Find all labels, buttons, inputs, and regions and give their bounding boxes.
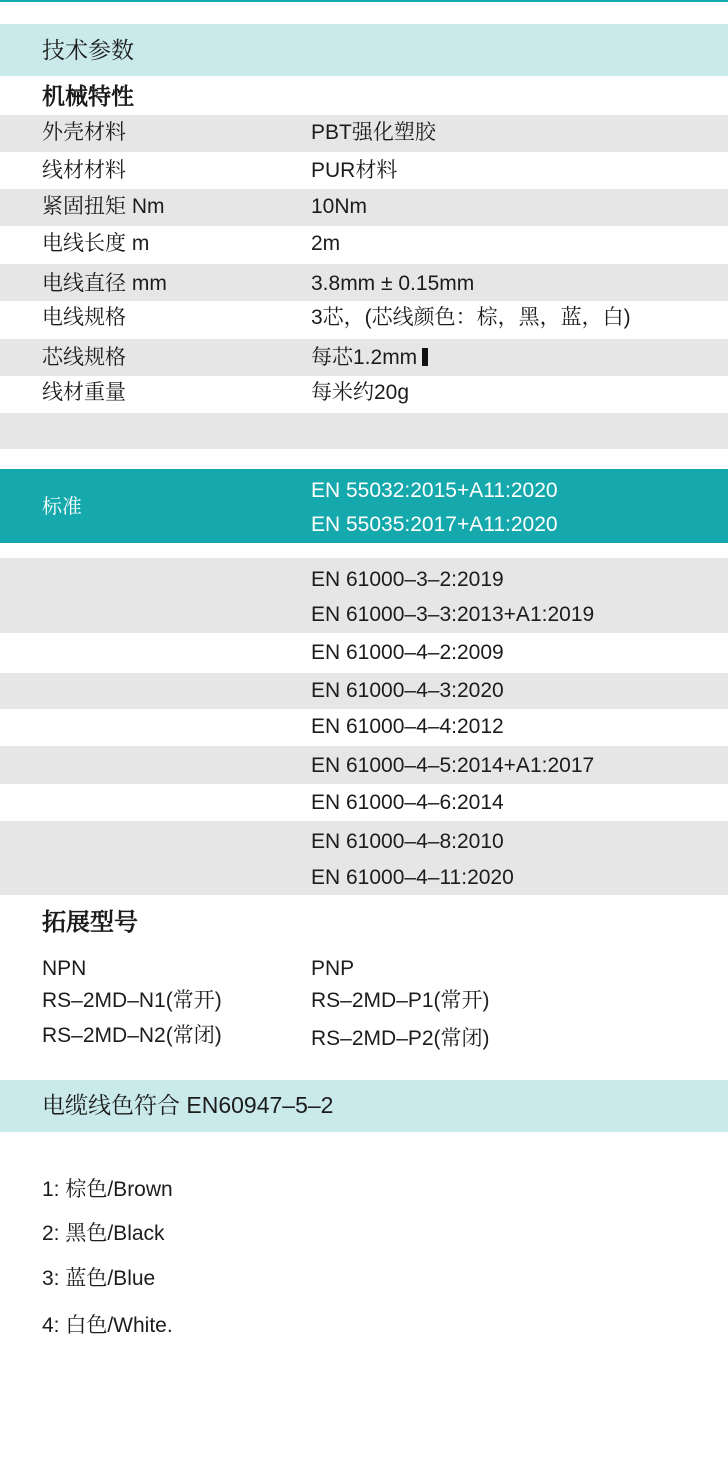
top-divider-line <box>0 0 728 2</box>
standard-item: EN 61000–4–6:2014 <box>311 791 504 814</box>
mech-section-title: 机械特性 <box>42 83 134 109</box>
pnp-heading: PNP <box>311 957 355 980</box>
standards-row <box>0 633 728 673</box>
param-label: 线材重量 <box>42 381 126 404</box>
param-label: 电线规格 <box>42 306 126 329</box>
table-row <box>0 301 728 339</box>
param-value: PUR材料 <box>311 159 398 182</box>
standard-item: EN 55035:2017+A11:2020 <box>311 513 558 536</box>
tech-params-title: 技术参数 <box>42 37 134 63</box>
standard-item: EN 55032:2015+A11:2020 <box>311 479 558 502</box>
table-row <box>0 189 728 226</box>
param-value: 每芯1.2mm <box>311 346 418 369</box>
standard-item: EN 61000–3–3:2013+A1:2019 <box>311 603 595 626</box>
param-value-wrap <box>311 346 428 370</box>
table-row <box>0 376 728 413</box>
standard-item: EN 61000–3–2:2019 <box>311 568 504 591</box>
tech-params-header <box>0 24 728 76</box>
param-label: 外壳材料 <box>42 121 126 144</box>
standard-item: EN 61000–4–5:2014+A1:2017 <box>311 754 595 777</box>
param-value: 2m <box>311 232 341 255</box>
param-label: 芯线规格 <box>42 346 126 369</box>
table-row <box>0 115 728 152</box>
standard-item: EN 61000–4–8:2010 <box>311 830 504 853</box>
model-item: RS–2MD–N2(常闭) <box>42 1024 222 1047</box>
standards-row <box>0 558 728 633</box>
cable-color-item: 3: 蓝色/Blue <box>42 1267 156 1290</box>
param-value: PBT强化塑胶 <box>311 121 436 144</box>
table-row <box>0 152 728 189</box>
cable-colors-title: 电缆线色符合 EN60947–5–2 <box>42 1092 334 1118</box>
standards-label: 标准 <box>42 496 82 518</box>
model-item: RS–2MD–P2(常闭) <box>311 1027 490 1050</box>
standards-row <box>0 673 728 709</box>
param-value: 每米约20g <box>311 381 410 404</box>
cursor-bar-icon <box>422 348 428 366</box>
standards-row <box>0 709 728 746</box>
standards-header <box>0 469 728 543</box>
standard-item: EN 61000–4–11:2020 <box>311 866 514 889</box>
standards-row <box>0 784 728 821</box>
models-title: 拓展型号 <box>42 909 138 936</box>
npn-heading: NPN <box>42 957 87 980</box>
param-value: 3芯，(芯线颜色：棕，黑，蓝，白) <box>311 306 631 329</box>
cable-color-item: 4: 白色/White. <box>42 1314 173 1337</box>
param-label: 线材材料 <box>42 159 126 182</box>
standard-item: EN 61000–4–3:2020 <box>311 679 504 702</box>
param-label: 电线长度 m <box>42 232 150 255</box>
table-row <box>0 339 728 376</box>
table-row-empty <box>0 413 728 449</box>
model-item: RS–2MD–P1(常开) <box>311 989 490 1012</box>
standard-item: EN 61000–4–4:2012 <box>311 715 504 738</box>
param-value: 3.8mm ± 0.15mm <box>311 272 475 295</box>
param-value: 10Nm <box>311 195 368 218</box>
param-label: 紧固扭矩 Nm <box>42 195 165 218</box>
table-row <box>0 264 728 301</box>
model-item: RS–2MD–N1(常开) <box>42 989 222 1012</box>
standards-row <box>0 821 728 895</box>
cable-color-item: 2: 黑色/Black <box>42 1222 165 1245</box>
standards-row <box>0 746 728 784</box>
cable-colors-header <box>0 1080 728 1132</box>
standard-item: EN 61000–4–2:2009 <box>311 641 504 664</box>
cable-color-item: 1: 棕色/Brown <box>42 1178 173 1201</box>
table-row <box>0 226 728 264</box>
param-label: 电线直径 mm <box>42 272 167 295</box>
